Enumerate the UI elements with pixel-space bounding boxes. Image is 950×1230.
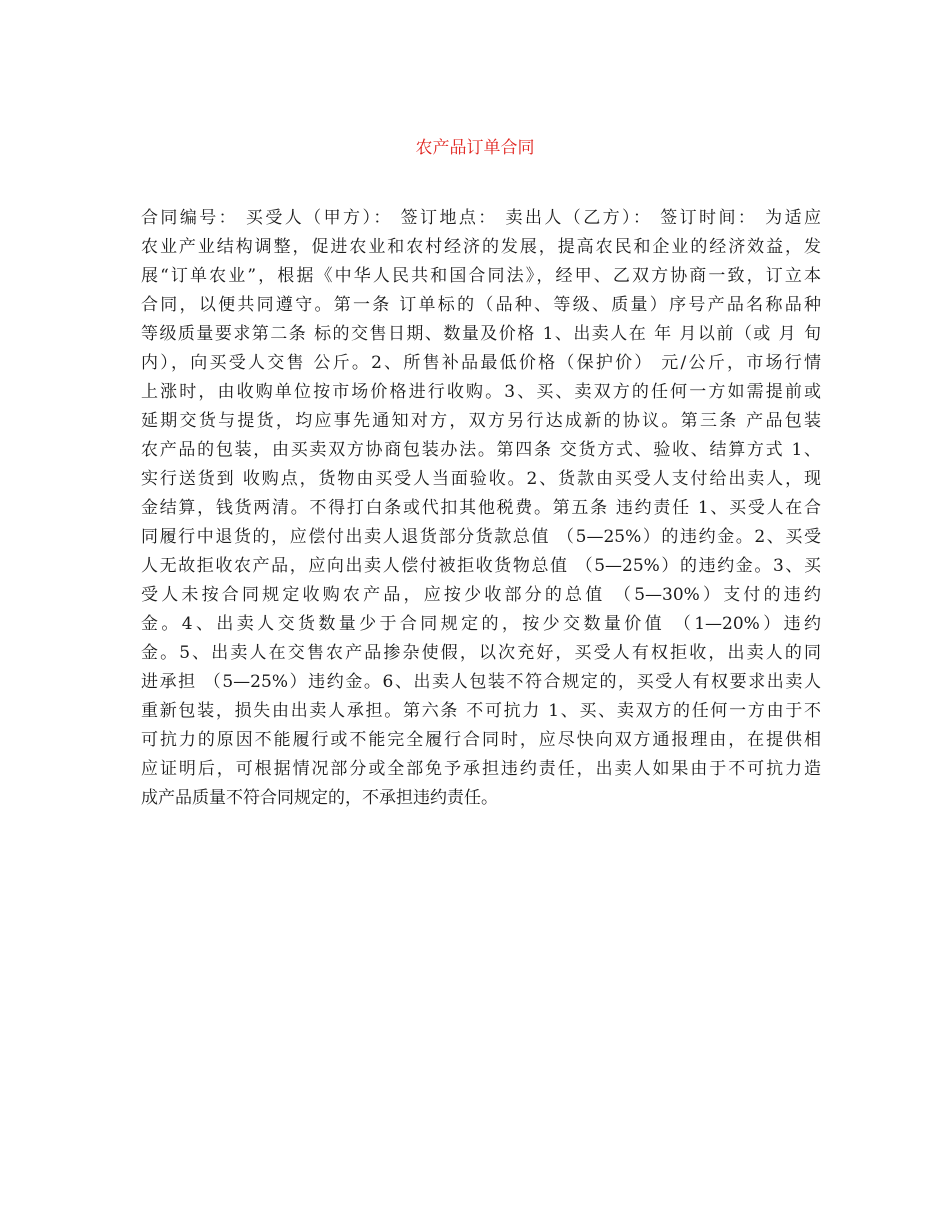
body-text-line: 农产品的包装，由买卖双方协商包装办法。第四条 交货方式、验收、结算方式 1、: [141, 440, 821, 460]
body-text-line: 合同，以便共同遵守。第一条 订单标的（品种、等级、质量）序号产品名称品种: [141, 295, 821, 315]
body-text-line: 金。4、出卖人交货数量少于合同规定的，按少交数量价值 （1—20%）违约: [141, 614, 821, 634]
body-text-line: 金。5、出卖人在交售农产品掺杂使假，以次充好，买受人有权拒收，出卖人的同: [141, 643, 821, 663]
body-text-line: 重新包装，损失由出卖人承担。第六条 不可抗力 1、买、卖双方的任何一方由于不: [141, 701, 821, 721]
body-text-line: 内），向买受人交售 公斤。2、所售补品最低价格（保护价） 元/公斤，市场行情: [141, 353, 821, 373]
body-text-line: 展“订单农业”，根据《中华人民共和国合同法》，经甲、乙双方协商一致，订立本: [141, 266, 821, 286]
body-text-line: 进承担 （5—25%）违约金。6、出卖人包装不符合规定的，买受人有权要求出卖人: [141, 672, 821, 692]
body-text-line: 等级质量要求第二条 标的交售日期、数量及价格 1、出卖人在 年 月以前（或 月 旬: [141, 324, 821, 344]
body-text-line: 人无故拒收农产品，应向出卖人偿付被拒收货物总值 （5—25%）的违约金。3、买: [141, 556, 821, 576]
body-text-line: 受人未按合同规定收购农产品，应按少收部分的总值 （5—30%）支付的违约: [141, 585, 821, 605]
body-text-line: 合同编号： 买受人（甲方）： 签订地点： 卖出人（乙方）： 签订时间： 为适应: [141, 208, 821, 228]
body-text-line: 上涨时，由收购单位按市场价格进行收购。3、买、卖双方的任何一方如需提前或: [141, 382, 821, 402]
body-text-line: 延期交货与提货，均应事先通知对方，双方另行达成新的协议。第三条 产品包装: [141, 411, 821, 431]
body-text-line: 实行送货到 收购点，货物由买受人当面验收。2、货款由买受人支付给出卖人，现: [141, 469, 821, 489]
body-text-line: 金结算，钱货两清。不得打白条或代扣其他税费。第五条 违约责任 1、买受人在合: [141, 498, 821, 518]
document-body: [141, 204, 821, 813]
body-text-line: 农业产业结构调整，促进农业和农村经济的发展，提高农民和企业的经济效益，发: [141, 237, 821, 257]
body-text-line: 应证明后，可根据情况部分或全部免予承担违约责任，出卖人如果由于不可抗力造: [141, 759, 821, 779]
body-text-line: 可抗力的原因不能履行或不能完全履行合同时，应尽快向双方通报理由，在提供相: [141, 730, 821, 750]
body-text-line: 同履行中退货的，应偿付出卖人退货部分货款总值 （5—25%）的违约金。2、买受: [141, 527, 821, 547]
page-title: 农产品订单合同: [415, 138, 535, 158]
body-text-line: 成产品质量不符合同规定的，不承担违约责任。: [141, 788, 498, 808]
